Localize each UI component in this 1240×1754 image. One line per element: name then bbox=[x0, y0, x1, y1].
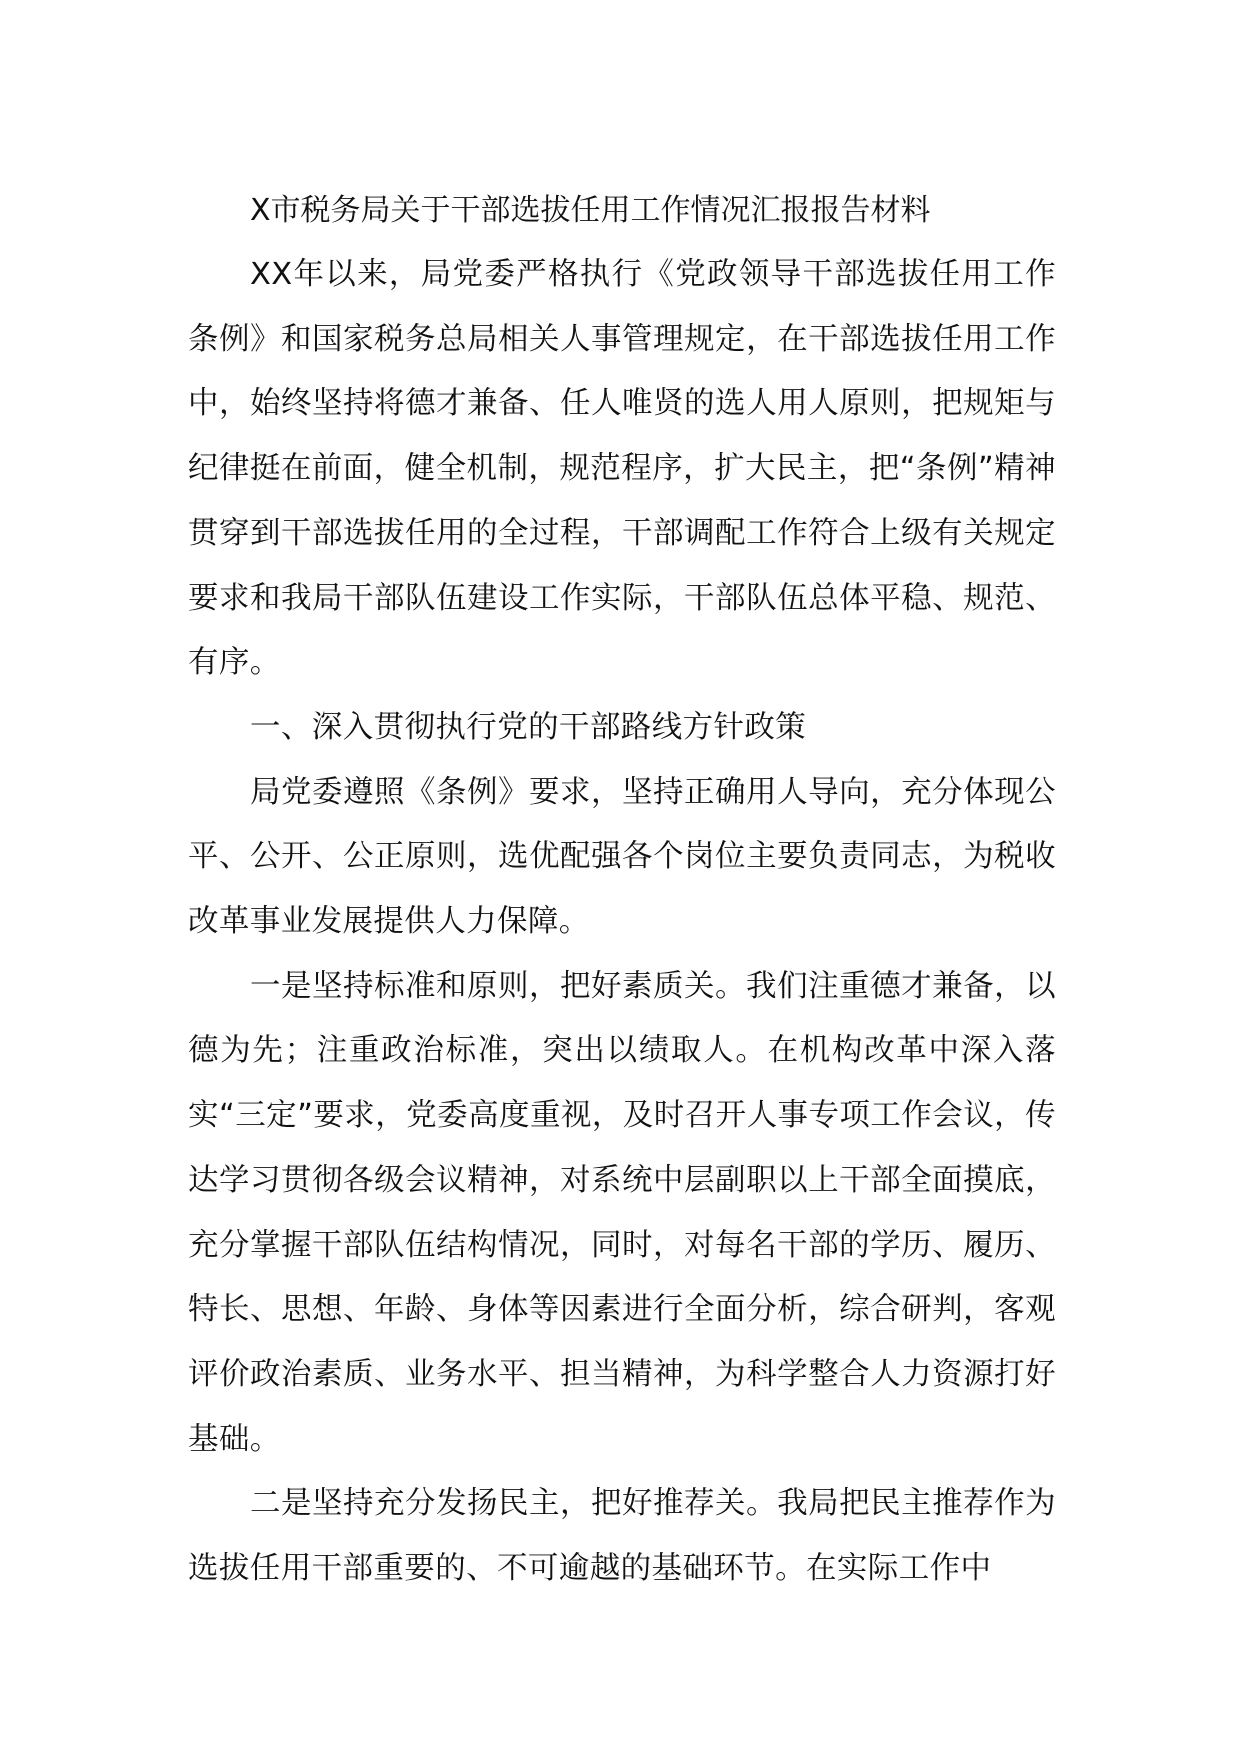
section-heading-1: 一、深入贯彻执行党的干部路线方针政策 bbox=[250, 709, 807, 745]
paragraph-point-2: 二是坚持充分发扬民主，把好推荐关。我局把民主推荐作为选拔任用干部重要的、不可逾越的基础环节。在实际工作中 bbox=[188, 1486, 1056, 1587]
document-body bbox=[188, 178, 1056, 1602]
paragraph-section-1-intro: 局党委遵照《条例》要求，坚持正确用人导向，充分体现公平、公开、公正原则，选优配强各个岗位主要负责同志，为税收改革事业发展提供人力保障。 bbox=[188, 774, 1056, 940]
paragraph-point-1: 一是坚持标准和原则，把好素质关。我们注重德才兼备，以德为先；注重政治标准，突出以绩取人。在机构改革中深入落实“三定”要求，党委高度重视，及时召开人事专项工作会议，传达学习贯彻各级会议精神，对系统中层副职以上干部全面摸底，充分掌握干部队伍结构情况，同时，对每名干部的学历、履历、特长、思想、年龄、身体等因素进行全面分析，综合研判，客观评价政治素质、业务水平、担当精神，为科学整合人力资源打好基础。 bbox=[188, 968, 1056, 1457]
document-title: X市税务局关于干部选拔任用工作情况汇报报告材料 bbox=[250, 193, 931, 228]
paragraph-intro: XX年以来，局党委严格执行《党政领导干部选拔任用工作条例》和国家税务总局相关人事管理规定，在干部选拔任用工作中，始终坚持将德才兼备、任人唯贤的选人用人原则，把规矩与纪律挺在前面，健全机制，规范程序，扩大民主，把“条例”精神贯穿到干部选拔任用的全过程，干部调配工作符合上级有关规定要求和我局干部队伍建设工作实际，干部队伍总体平稳、规范、有序。 bbox=[188, 257, 1056, 681]
